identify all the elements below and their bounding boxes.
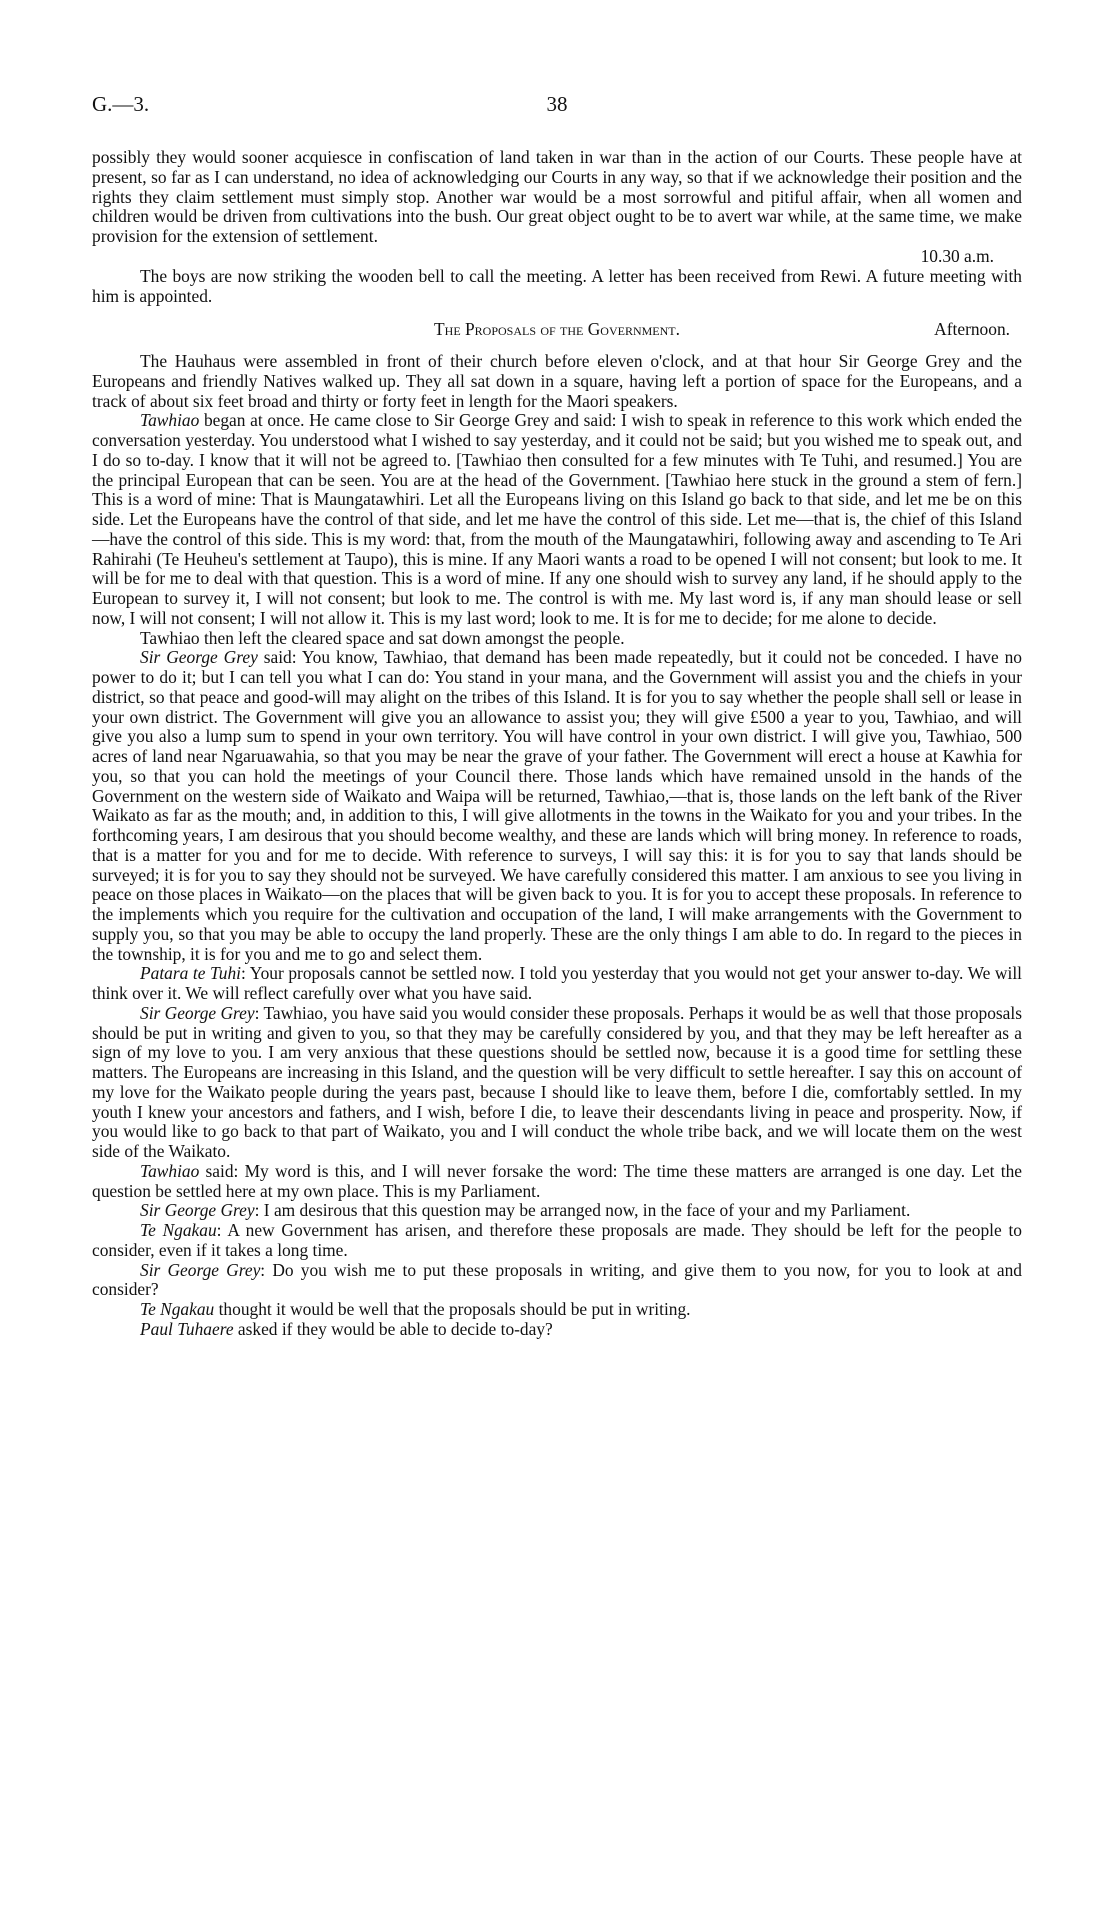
document-body — [92, 148, 1022, 1340]
speaker-name: Tawhiao — [140, 1160, 200, 1181]
speech-paragraph — [92, 964, 1022, 1004]
section-heading-row — [92, 320, 1022, 340]
speech-text: The Hauhaus were assembled in front of their church before eleven o'clock, and at that hour Sir George Grey and the Europeans and friendly Natives walked up. They all sat down in a square, having left a portion of space for the Europeans, and a track of about six feet broad and thirty or forty feet in length for the Maori speakers. — [92, 351, 1022, 411]
time-stamp: 10.30 a.m. — [920, 245, 994, 266]
speech-paragraph — [92, 352, 1022, 411]
speaker-name: Patara te Tuhi — [140, 963, 241, 984]
speech-paragraph — [92, 1261, 1022, 1301]
document-reference: G.—3. — [92, 92, 150, 116]
intro-paragraph: The boys are now striking the wooden bell to call the meeting. A letter has been received from Rewi. A future meeting with him is appointed. — [92, 265, 1022, 306]
speaker-name: Sir George Grey — [140, 1002, 255, 1023]
speech-text: said: My word is this, and I will never forsake the word: The time these matters are arranged is one day. Let the question be settled here at my own place. This is my Parliament. — [92, 1160, 1022, 1201]
speaker-name: Paul Tuhaere — [140, 1318, 234, 1339]
speech-text: asked if they would be able to decide to-day? — [233, 1318, 553, 1339]
speech-text: said: You know, Tawhiao, that demand has been made repeatedly, but it could not be conceded. I have no power to do it; but I can tell you what I can do: You stand in your mana, and the Government will assist you and the chiefs in your district, so that peace and good-will may alight on the tribes of this Island. It is for you to say whether the people shall sell or lease in your own district. The Government will give you an allowance to assist you; they will give £500 a year to you, Tawhiao, and will give you also a lump sum to spend in your own territory. You will have control in your own district. I will give you, Tawhiao, 500 acres of land near Ngaruawahia, so that you may be near the grave of your father. The Government will erect a house at Kawhia for you, so that you can hold the meetings of your Council there. Those lands which have remained unsold in the hands of the Government on the western side of Waikato and Waipa will be returned, Tawhiao,—that is, those lands on the left bank of the River Waikato as far as the mouth; and, in addition to this, I will give allotments in the towns in the Waikato for you and your tribes. In the forthcoming years, I am desirous that you should become wealthy, and these are lands which will bring money. In reference to roads, that is a matter for you and for me to decide. With reference to surveys, I will say this: it is for you to say that lands should be surveyed; it is for you to say they should not be surveyed. We have carefully considered this matter. I am anxious to see you living in peace on those places in Waikato—on the places that will be given back to you. It is for you to accept these proposals. In reference to the implements which you require for the cultivation and occupation of the land, I will make arrangements with the Government to supply you, so that you may be able to occupy the land properly. These are the only things I am able to do. In regard to the pieces in the township, it is for you and me to go and select them. — [92, 647, 1023, 964]
section-time: Afternoon. — [934, 319, 1010, 340]
speaker-name: Te Ngakau — [140, 1220, 217, 1240]
speaker-name: Tawhiao — [140, 410, 200, 431]
speech-paragraph — [92, 1162, 1022, 1202]
page-number: 38 — [546, 92, 568, 116]
speech-text: : Tawhiao, you have said you would consider these proposals. Perhaps it would be as well that those proposals should be put in writing and given to you, so that they may be carefully considered by you, and that they may be left hereafter as a sign of my love to you. I am very anxious that these questions should be settled now, because it is a good time for settling these matters. The Europeans are increasing in this Island, and the question will be very difficult to settle hereafter. I say this on account of my love for the Waikato people during the years past, because I should like to leave them, before I die, comfortably settled. In my youth I knew your ancestors and fathers, and I wish, before I die, to leave their descendants living in peace and prosperity. Now, if you would like to go back to that part of Waikato, you and I will conduct the whole tribe back, and we will locate them on the west side of the Waikato. — [92, 1002, 1023, 1161]
speaker-name: Sir George Grey — [140, 1259, 261, 1280]
time-row — [92, 247, 1022, 267]
section-title: The Proposals of the Government. — [434, 319, 680, 340]
speech-paragraph — [92, 1004, 1022, 1162]
intro-paragraph-continued: possibly they would sooner acquiesce in confiscation of land taken in war than in the action of our Courts. These people have at present, so far as I can understand, no idea of acknowledging our Courts in any way, so that if we acknowledge their position and the rights they claim settlement must simply stop. Another war would be a most sorrowful and pitiful affair, when all women and children would be driven from cultivations into the bush. Our great object ought to be to avert war while, at the same time, we make provision for the extension of settlement. — [92, 147, 1022, 246]
speech-text: : A new Government has arisen, and therefore these proposals are made. They should be left for the people to consider, even if it takes a long time. — [92, 1220, 1022, 1260]
paragraph-list — [92, 352, 1022, 1340]
speech-paragraph — [92, 1320, 1022, 1340]
speech-text: : I am desirous that this question may be arranged now, in the face of your and my Parliament. — [254, 1200, 911, 1221]
speech-paragraph — [92, 411, 1022, 628]
speech-text: Tawhiao then left the cleared space and sat down amongst the people. — [140, 627, 625, 648]
speech-paragraph — [92, 1221, 1022, 1261]
speaker-name: Sir George Grey — [140, 647, 258, 668]
speech-text: : Do you wish me to put these proposals in writing, and give them to you now, for you to look at and consider? — [92, 1259, 1022, 1300]
speech-text: began at once. He came close to Sir George Grey and said: I wish to speak in reference to this work which ended the conversation yesterday. You understood what I wished to say yesterday, and it could not be said; but you wished me to speak out, and I do so to-day. I know that it will not be agreed to. [Tawhiao then consulted for a few minutes with Te Tuhi, and resumed.] You are the principal European that can be seen. You are at the head of the Government. [Tawhiao here stuck in the ground a stem of fern.] This is a word of mine: That is Maungatawhiri. Let all the Europeans living on this Island go back to that side, and let me be on this side. Let the Europeans have the control of that side, and let me have the control of this side. Let me—that is, the chief of this Island—have the control of this side. This is my word: that, from the mouth of the Maungatawhiri, following away and ascending to Te Ari Rahirahi (Te Heuheu's settlement at Taupo), this is mine. If any Maori wants a road to be opened I will not consent; but look to me. It will be for me to deal with that question. This is a word of mine. If any one should wish to survey any land, if he should apply to the European to survey it, I will not consent; but look to me. The control is with me. My last word is, if any man should lease or sell now, I will not consent; I will not allow it. This is my last word; look to me. It is for me to decide; for me alone to decide. — [92, 410, 1022, 628]
speech-paragraph — [92, 1201, 1022, 1221]
speech-paragraph — [92, 629, 1022, 649]
speech-text: thought it would be well that the proposals should be put in writing. — [214, 1299, 691, 1319]
page-header — [92, 92, 1022, 122]
speech-text: : Your proposals cannot be settled now. I told you yesterday that you would not get your answer to-day. We will think over it. We will reflect carefully over what you have said. — [92, 963, 1022, 1003]
speech-paragraph — [92, 648, 1022, 964]
speaker-name: Te Ngakau — [140, 1299, 215, 1319]
speaker-name: Sir George Grey — [140, 1200, 255, 1221]
speech-paragraph — [92, 1300, 1022, 1320]
